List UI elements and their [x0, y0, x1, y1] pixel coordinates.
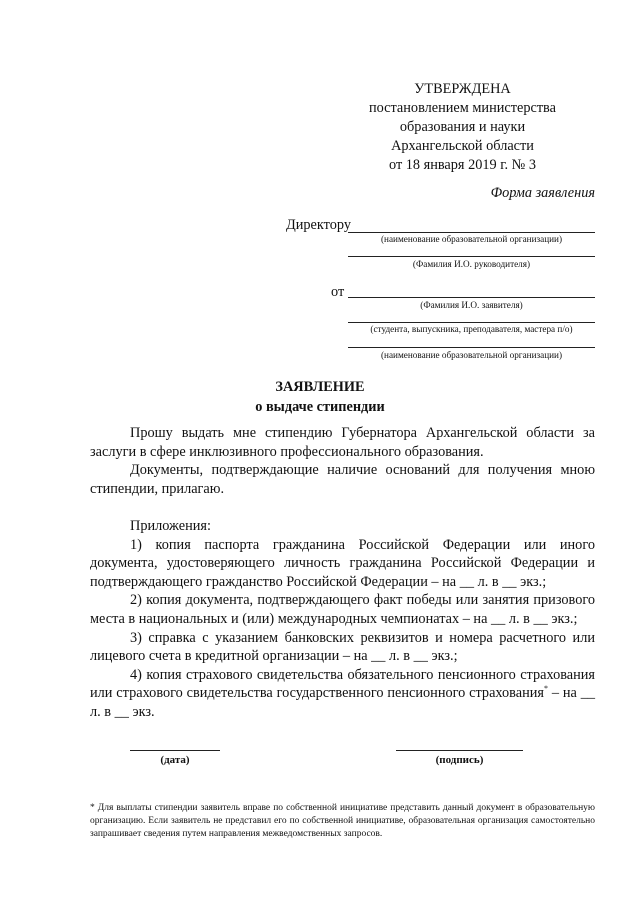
- director-name-line[interactable]: [348, 256, 595, 257]
- date-caption: (дата): [160, 754, 190, 766]
- date-line[interactable]: [130, 750, 220, 751]
- form-title: Форма заявления: [490, 185, 595, 201]
- attachment-item-1: 1) копия паспорта гражданина Российской Федерации или иного документа, удостоверяющего личность гражданина Российской Федерации и подтверждающего гражданство Российской Федерации – на __ л. в __ экз.;: [90, 536, 595, 590]
- applicant-status-caption: (студента, выпускника, преподавателя, мастера п/о): [370, 324, 573, 334]
- applicant-name-caption: (Фамилия И.О. заявителя): [420, 300, 523, 310]
- approval-line-2: постановлением министерства: [369, 100, 556, 116]
- attachment-item-4-suffix: – на __ л. в __ экз.: [90, 685, 595, 720]
- director-name-caption: (Фамилия И.О. руководителя): [412, 259, 531, 269]
- attachment-item-4-text: 4) копия страхового свидетельства обязательного пенсионного страхования или страхового свидетельства государственного пенсионного страхования: [90, 666, 595, 702]
- applicant-name-line[interactable]: [348, 297, 595, 298]
- attachments-label: Приложения:: [130, 517, 211, 534]
- title-main: ЗАЯВЛЕНИЕ: [275, 379, 365, 395]
- from-label: от: [331, 284, 345, 300]
- attachment-item-3: 3) справка с указанием банковских реквизитов и номера расчетного или лицевого счета в кредитной организации – на __ л. в __ экз.;: [90, 629, 595, 665]
- approval-line-3: образования и науки: [399, 119, 526, 135]
- blank-line: [90, 498, 595, 517]
- approval-line-4: Архангельской области: [391, 138, 534, 154]
- paragraph-documents: Документы, подтверждающие наличие оснований для получения мною стипендии, прилагаю.: [90, 462, 595, 497]
- organization-name-caption: (наименование образовательной организации): [380, 234, 563, 244]
- applicant-status-line[interactable]: [348, 322, 595, 323]
- approval-line-1: УТВЕРЖДЕНА: [414, 81, 511, 97]
- approval-block: [340, 80, 585, 175]
- organization-name-line[interactable]: [348, 232, 595, 233]
- title-sub: о выдаче стипендии: [255, 399, 385, 415]
- attachment-item-2: 2) копия документа, подтверждающего факт победы или занятия призового места в национальных и (или) международных чемпионатах – на __ л. в __ экз.;: [90, 592, 595, 627]
- to-director-label: Директору: [286, 217, 351, 233]
- footnote: * Для выплаты стипендии заявитель вправе по собственной инициативе представить данный документ в образовательную организацию. Если заявитель не представил его по собственной инициативе, образовательная организация самостоятельно запрашивает сведения путем направления межведомственных запросов.: [90, 803, 595, 839]
- application-body: [90, 424, 595, 722]
- footnote-mark: *: [543, 684, 548, 694]
- applicant-organization-caption: (наименование образовательной организации): [380, 350, 563, 360]
- signature-line[interactable]: [396, 750, 523, 751]
- approval-line-5: от 18 января 2019 г. № 3: [388, 157, 537, 173]
- paragraph-request: Прошу выдать мне стипендию Губернатора Архангельской области за заслуги в сфере инклюзивного профессионального образования.: [90, 425, 595, 460]
- signature-caption: (подпись): [435, 754, 484, 766]
- document-title: [0, 377, 640, 417]
- attachment-item-4: [90, 666, 595, 722]
- applicant-organization-line[interactable]: [348, 347, 595, 348]
